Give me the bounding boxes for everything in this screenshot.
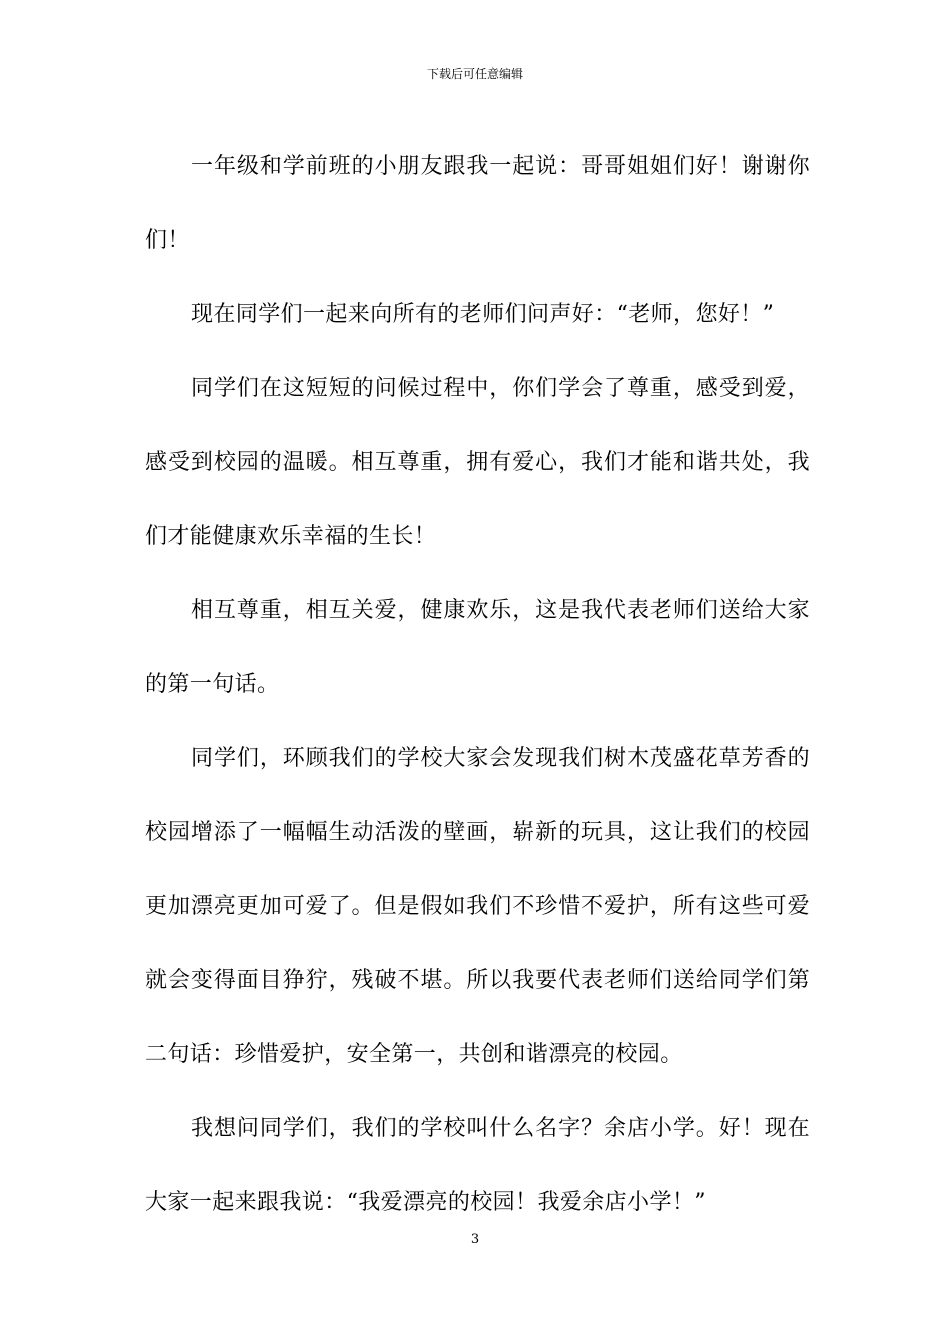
- paragraph-school-name: 我想问同学们，我们的学校叫什么名字？余店小学。好！现在大家一起来跟我说：“我爱漂亮的校园！我爱余店小学！”: [145, 1116, 810, 1215]
- document-body: [145, 130, 810, 1240]
- paragraph-second-message: 同学们，环顾我们的学校大家会发现我们树木茂盛花草芳香的校园增添了一幅幅生动活泼的壁画，崭新的玩具，这让我们的校园更加漂亮更加可爱了。但是假如我们不珍惜不爱护，所有这些可爱就会变得面目狰狞，残破不堪。所以我要代表老师们送给同学们第二句话：珍惜爱护，安全第一，共创和谐漂亮的校园。: [145, 746, 810, 1067]
- paragraph-first-message: 相互尊重，相互关爱，健康欢乐，这是我代表老师们送给大家的第一句话。: [145, 598, 810, 697]
- paragraph-greeting-teachers: 现在同学们一起来向所有的老师们问声好：“老师，您好！”: [191, 302, 775, 327]
- paragraph-respect-love: 同学们在这短短的问候过程中，你们学会了尊重，感受到爱，感受到校园的温暖。相互尊重，拥有爱心，我们才能和谐共处，我们才能健康欢乐幸福的生长！: [145, 376, 810, 549]
- page-header: 下载后可任意编辑: [426, 67, 523, 81]
- paragraph-greeting-juniors: 一年级和学前班的小朋友跟我一起说：哥哥姐姐们好！谢谢你们！: [145, 154, 810, 253]
- page-number: 3: [470, 1232, 480, 1247]
